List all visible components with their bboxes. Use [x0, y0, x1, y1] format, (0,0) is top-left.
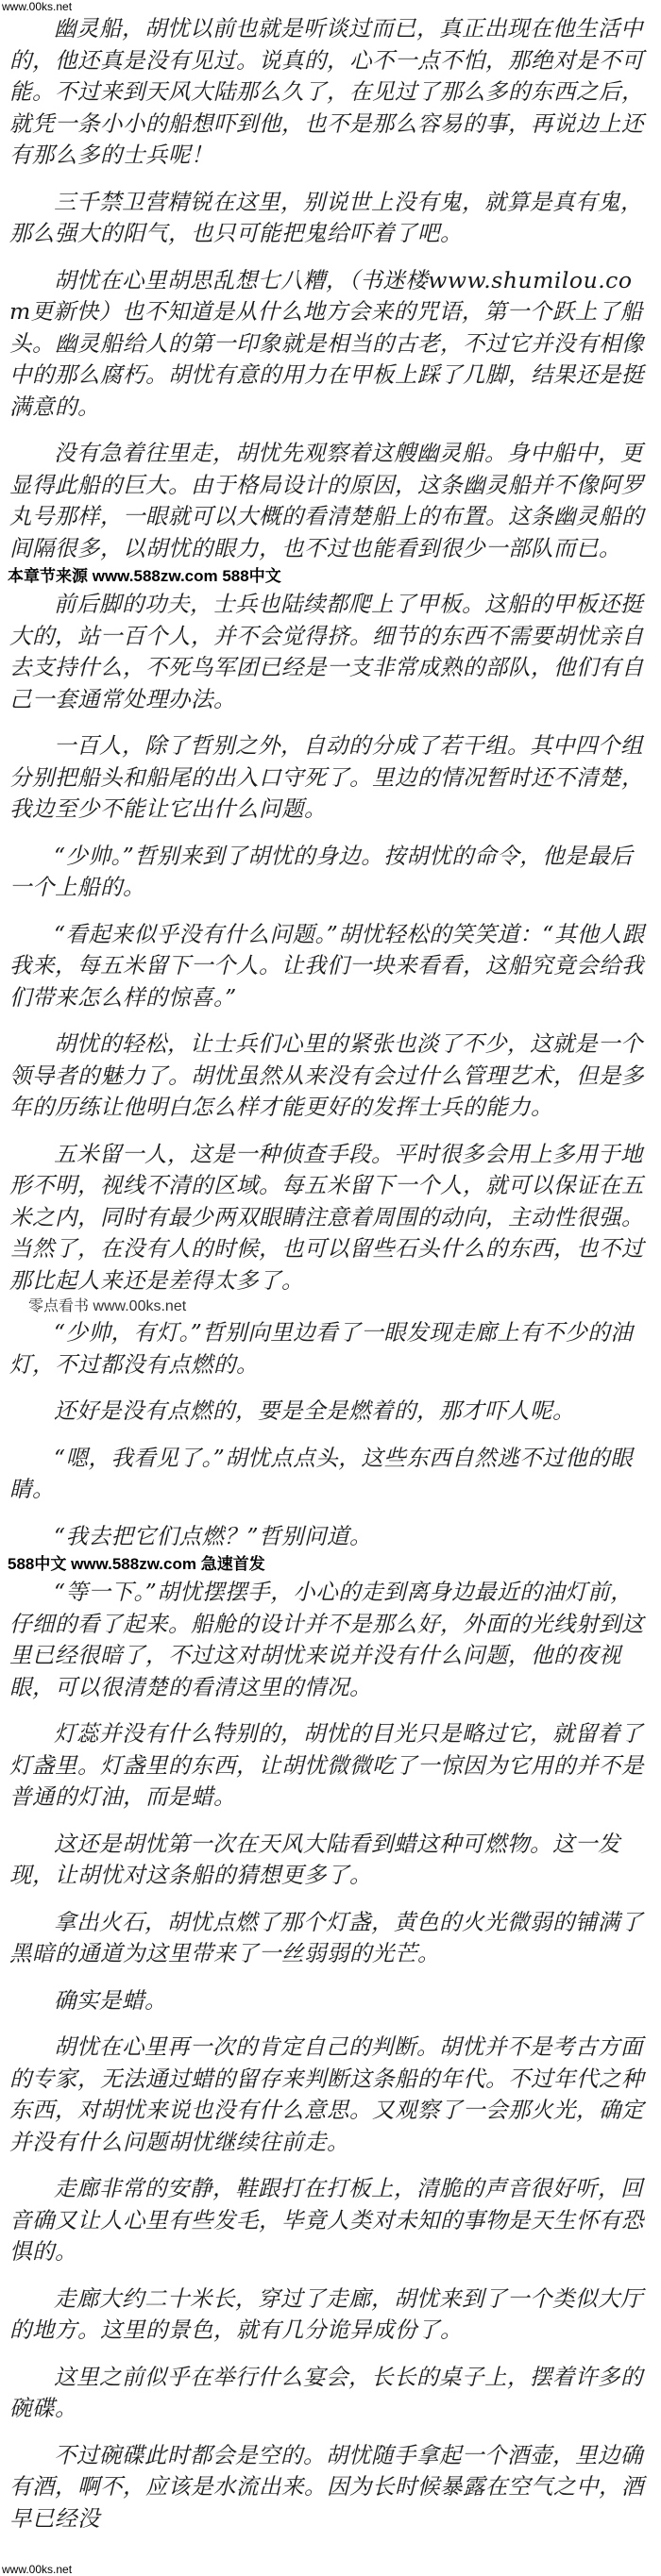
paragraph: 胡忧在心里胡思乱想七八糟，（书迷楼www.shumilou.com更新快）也不知道是从什么地方会来的咒语，第一个跃上了船头。幽灵船给人的第一印象就是相当的古老，不过它并没有相像中的那么腐朽。胡忧有意的用力在甲板上踩了几脚，结果还是挺满意的。	[9, 266, 644, 420]
watermark-top: www.00ks.net	[2, 0, 73, 13]
paragraph: “嗯，我看见了。”胡忧点点头，这些东西自然逃不过他的眼睛。	[9, 1444, 634, 1502]
watermark-bottom: www.00ks.net	[2, 2563, 73, 2576]
paragraph: 一百人，除了哲别之外，自动的分成了若干组。其中四个组分别把船头和船尾的出入口守死了。里边的情况暂时还不清楚，我边至少不能让它出什么问题。	[9, 732, 644, 822]
paragraph: 没有急着往里走，胡忧先观察着这艘幽灵船。身中船中，更显得此船的巨大。由于格局设计的原因，这条幽灵船并不像阿罗丸号那样，一眼就可以大概的看清楚船上的布置。这条幽灵船的间隔很多，以胡忧的眼力，也不过也能看到很少一部队而已。	[9, 440, 644, 561]
paragraph: 走廊大约二十米长，穿过了走廊，胡忧来到了一个类似大厅的地方。这里的景色，就有几分诡异成份了。	[9, 2284, 643, 2343]
source-link[interactable]: 588中文 www.588zw.com 急速首发	[8, 1555, 265, 1573]
paragraph: 确实是蜡。	[54, 1986, 167, 2014]
paragraph: 这里之前似乎在举行什么宴会，长长的桌子上，摆着许多的碗碟。	[9, 2363, 643, 2421]
paragraph: 灯蕊并没有什么特别的，胡忧的目光只是略过它，就留着了灯盏里。灯盏里的东西，让胡忧微微吃了一惊因为它用的并不是普通的灯油，而是蜡。	[9, 1720, 644, 1810]
paragraph: 拿出火石，胡忧点燃了那个灯盏，黄色的火光微弱的铺满了黑暗的通道为这里带来了一丝弱弱的光芒。	[9, 1908, 643, 1966]
article-body	[0, 13, 661, 2534]
paragraph: 胡忧的轻松，让士兵们心里的紧张也淡了不少，这就是一个领导者的魅力了。胡忧虽然从来没有会过什么管理艺术，但是多年的历练让他明白怎么样才能更好的发挥士兵的能力。	[9, 1030, 644, 1120]
paragraph: 还好是没有点燃的，要是全是燃着的，那才吓人呢。	[54, 1397, 575, 1424]
paragraph: “看起来似乎没有什么问题。”胡忧轻松的笑笑道：“其他人跟我来，每五米留下一个人。让我们一块来看看，这船究竟会给我们带来怎么样的惊喜。”	[9, 920, 645, 1011]
paragraph: 前后脚的功夫，士兵也陆续都爬上了甲板。这船的甲板还挺大的，站一百个人，并不会觉得挤。细节的东西不需要胡忧亲自去支持什么，不死鸟军团已经是一支非常成熟的部队，他们有自己一套通常处理办法。	[9, 591, 644, 712]
paragraph: 五米留一人，这是一种侦查手段。平时很多会用上多用于地形不明，视线不清的区域。每五米留下一个人，就可以保证在五米之内，同时有最少两双眼睛注意着周围的动向，主动性很强。当然了，在没有人的时候，也可以留些石头什么的东西，也不过那比起人来还是差得太多了。	[9, 1140, 644, 1294]
source-link[interactable]: 零点看书 www.00ks.net	[28, 1298, 187, 1314]
source-label: 本章节来源 www.588zw.com 588中文	[8, 567, 281, 585]
paragraph: “等一下。”胡忧摆摆手，小心的走到离身边最近的油灯前，仔细的看了起来。船舱的设计并不是那么好，外面的光线射到这里已经很暗了，不过这对胡忧来说并没有什么问题，他的夜视眼，可以很清楚的看清这里的情况。	[9, 1579, 644, 1700]
paragraph: 不过碗碟此时都会是空的。胡忧随手拿起一个酒壶，里边确有酒，啊不，应该是水流出来。因为长时候暴露在空气之中，酒早已经没	[9, 2441, 644, 2532]
paragraph: “我去把它们点燃？”哲别问道。	[54, 1522, 373, 1549]
paragraph: 幽灵船，胡忧以前也就是听谈过而已，真正出现在他生活中的，他还真是没有见过。说真的，心不一点不怕，那绝对是不可能。不过来到天风大陆那么久了，在见过了那么多的东西之后，就凭一条小小的船想吓到他，也不是那么容易的事，再说边上还有那么多的士兵呢！	[9, 15, 644, 168]
paragraph: 这还是胡忧第一次在天风大陆看到蜡这种可燃物。这一发现，让胡忧对这条船的猜想更多了。	[9, 1830, 620, 1888]
paragraph: 胡忧在心里再一次的肯定自己的判断。胡忧并不是考古方面的专家，无法通过蜡的留存来判断这条船的年代。不过年代之种东西，对胡忧来说也没有什么意思。又观察了一会那火光，确定并没有什么问题胡忧继续往前走。	[9, 2033, 644, 2155]
paragraph: 走廊非常的安静，鞋跟打在打板上，清脆的声音很好听，回音确又让人心里有些发毛，毕竟人类对未知的事物是天生怀有恐惧的。	[9, 2175, 644, 2265]
paragraph: “少帅，有灯。”哲别向里边看了一眼发现走廊上有不少的油灯，不过都没有点燃的。	[9, 1319, 634, 1378]
paragraph: 三千禁卫营精锐在这里，别说世上没有鬼，就算是真有鬼，那么强大的阳气，也只可能把鬼给吓着了吧。	[9, 188, 643, 246]
paragraph: “少帅。”哲别来到了胡忧的身边。按胡忧的命令，他是最后一个上船的。	[9, 842, 634, 900]
